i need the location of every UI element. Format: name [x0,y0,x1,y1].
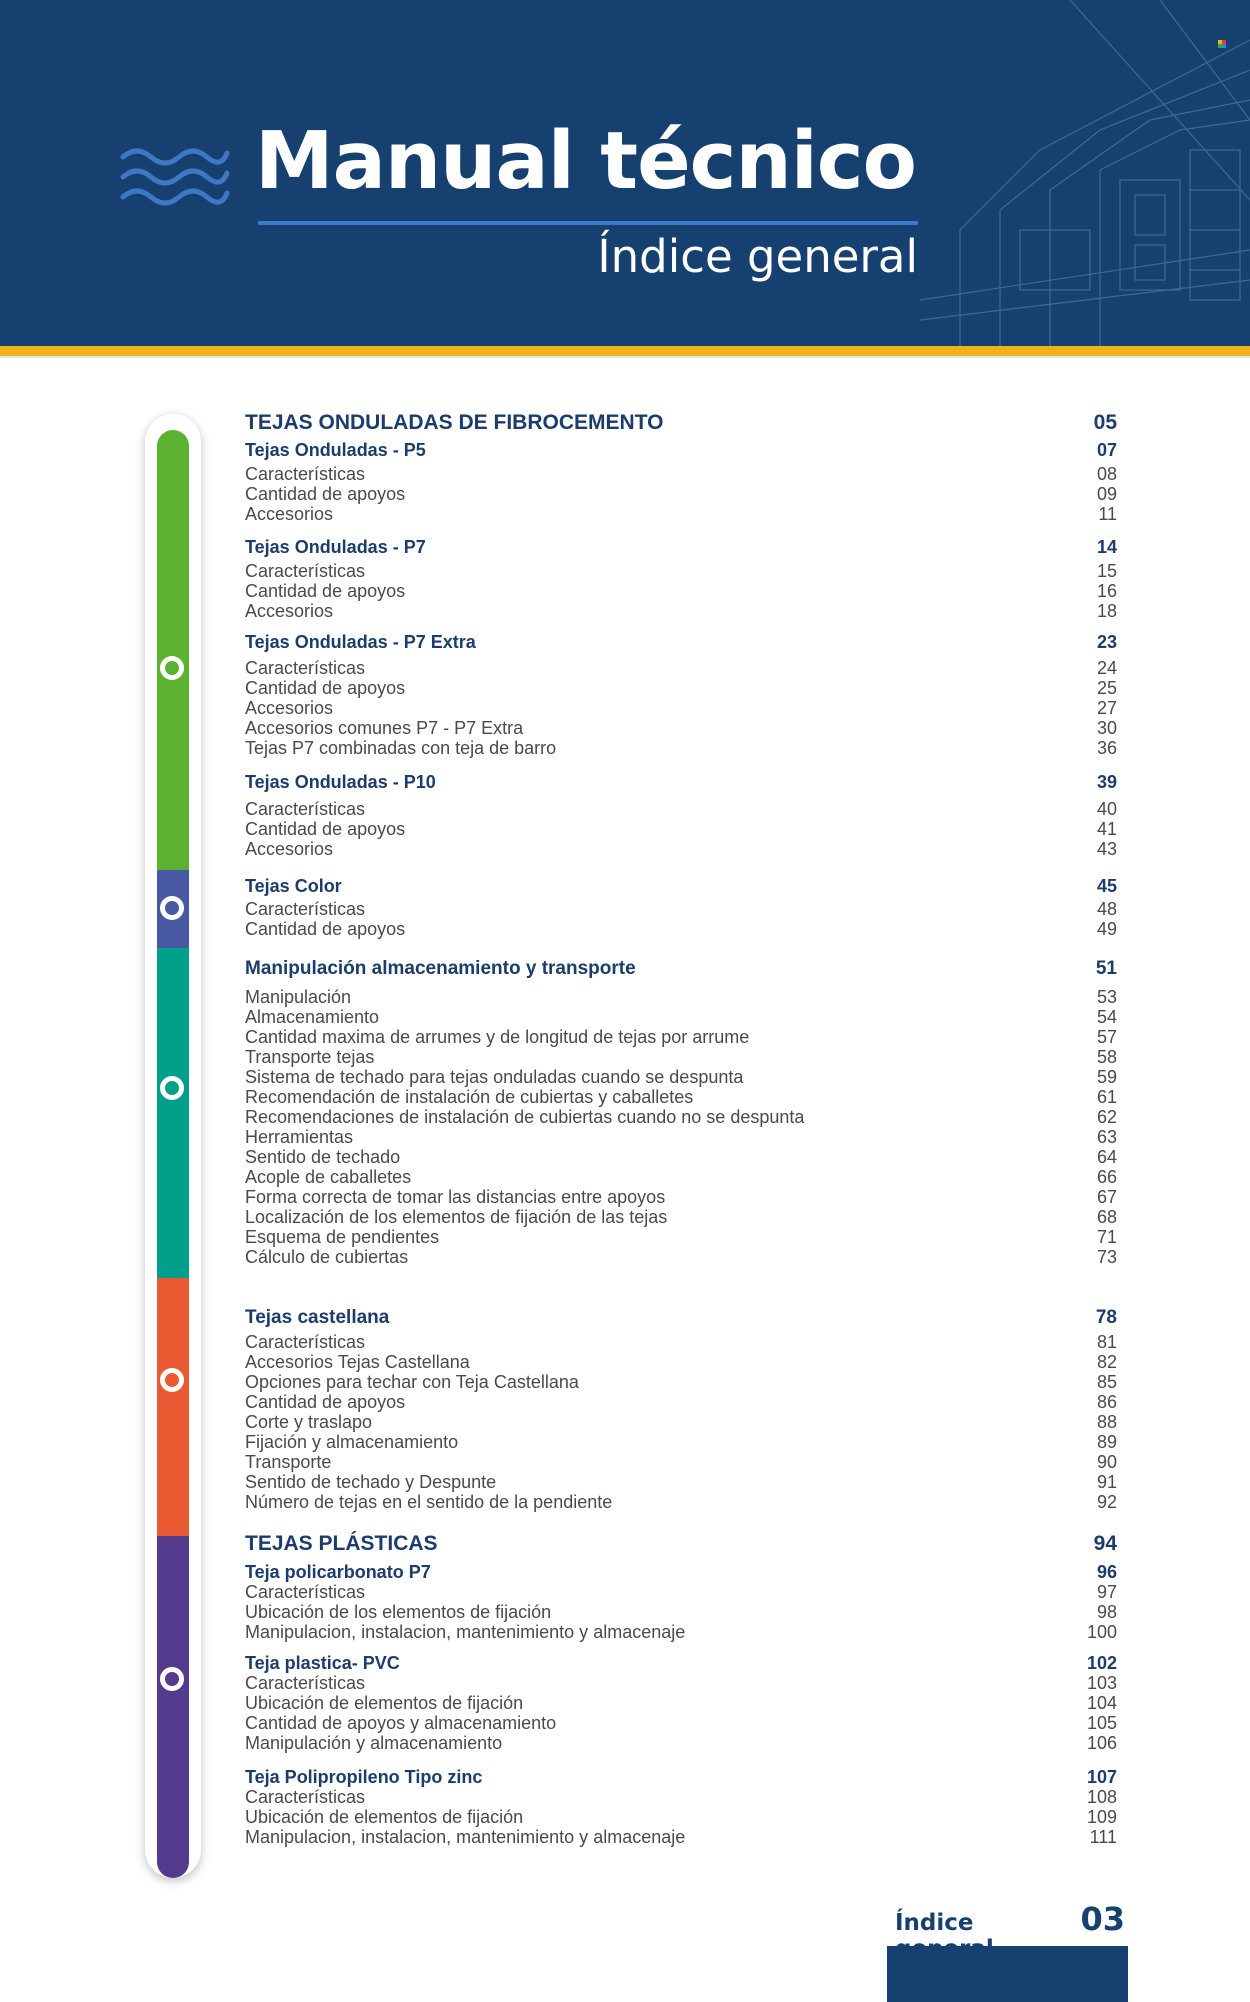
toc-page-number: 08 [1096,464,1117,484]
page-number: 03 [1080,1900,1125,1938]
toc-page-number: 67 [1096,1187,1117,1207]
toc-entry[interactable] [245,1492,1117,1512]
page-title: Manual técnico [255,115,916,207]
toc-page-number: 40 [1096,799,1117,819]
toc-page-number: 90 [1096,1452,1117,1472]
toc-subsection-heading[interactable] [245,876,1117,896]
toc-entry[interactable] [245,1187,1117,1207]
toc-subsection-title: Tejas Onduladas - P10 [245,772,436,792]
toc-entry[interactable] [245,1452,1117,1472]
toc-entry[interactable] [245,718,1117,738]
toc-page-number: 92 [1096,1492,1117,1512]
toc-page-number: 58 [1096,1047,1117,1067]
toc-entry-label: Herramientas [245,1127,354,1147]
toc-page-number: 104 [1086,1693,1117,1713]
toc-subsection-title: Teja Polipropileno Tipo zinc [245,1767,483,1787]
toc-page-number: 25 [1096,678,1117,698]
toc-entry-label: Cantidad de apoyos [245,678,406,698]
toc-subsection-title: Teja plastica- PVC [245,1653,400,1673]
toc-entry-label: Características [245,1673,366,1693]
toc-entry-label: Cálculo de cubiertas [245,1247,409,1267]
toc-entry-label: Accesorios Tejas Castellana [245,1352,470,1372]
toc-page-number: 86 [1096,1392,1117,1412]
toc-page-number: 63 [1096,1127,1117,1147]
toc-entry[interactable] [245,1207,1117,1227]
toc-page-number: 51 [1095,958,1117,979]
toc-entry[interactable] [245,899,1117,919]
toc-page-number: 71 [1096,1227,1117,1247]
toc-subsection-heading[interactable] [245,772,1117,792]
toc-page-number: 89 [1096,1432,1117,1452]
toc-entry-label: Fijación y almacenamiento [245,1432,459,1452]
toc-entry-label: Manipulacion, instalacion, mantenimiento y almacenaje [245,1622,686,1642]
toc-entry[interactable] [245,1412,1117,1432]
toc-entry[interactable] [245,1582,1117,1602]
toc-page-number: 59 [1096,1067,1117,1087]
toc-page-number: 05 [1093,411,1117,434]
toc-page-number: 98 [1096,1602,1117,1622]
toc-entry[interactable] [245,1827,1117,1847]
toc-entry[interactable] [245,561,1117,581]
toc-entry-label: Transporte [245,1452,332,1472]
toc-entry-label: Transporte tejas [245,1047,375,1067]
toc-entry[interactable] [245,987,1117,1007]
toc-entry[interactable] [245,1087,1117,1107]
toc-entry-label: Número de tejas en el sentido de la pendiente [245,1492,613,1512]
toc-entry-label: Características [245,561,366,581]
toc-section-heading[interactable] [245,1532,1117,1556]
toc-entry-label: Características [245,899,366,919]
toc-page-number: 14 [1096,537,1117,557]
toc-entry-label: Manipulación y almacenamiento [245,1733,503,1753]
toc-entry[interactable] [245,1127,1117,1147]
toc-entry-label: Ubicación de los elementos de fijación [245,1602,552,1622]
toc-page-number: 15 [1096,561,1117,581]
toc-page-number: 66 [1096,1167,1117,1187]
toc-entry[interactable] [245,1332,1117,1352]
toc-page-number: 107 [1086,1767,1117,1787]
toc-page-number: 16 [1096,581,1117,601]
toc-page-number: 108 [1086,1787,1117,1807]
toc-entry-label: Características [245,1582,366,1602]
toc-entry[interactable] [245,919,1117,939]
toc-page-number: 27 [1096,698,1117,718]
toc-subsection-title: Tejas castellana [245,1307,390,1328]
toc-entry-label: Características [245,799,366,819]
toc-page-number: 78 [1095,1307,1117,1328]
toc-entry-label: Ubicación de elementos de fijación [245,1693,524,1713]
toc-entry[interactable] [245,581,1117,601]
toc-entry-label: Características [245,658,366,678]
toc-page-number: 18 [1096,601,1117,621]
toc-section-title: TEJAS PLÁSTICAS [245,1532,438,1555]
toc-entry-label: Opciones para techar con Teja Castellana [245,1372,579,1392]
toc-entry[interactable] [245,1392,1117,1412]
toc-page-number: 54 [1096,1007,1117,1027]
page-subtitle: Índice general [597,230,918,283]
toc-page-number: 39 [1096,772,1117,792]
toc-entry[interactable] [245,1007,1117,1027]
toc-page-number: 111 [1089,1827,1117,1847]
toc-entry[interactable] [245,1673,1117,1693]
toc-page-number: 48 [1096,899,1117,919]
toc-entry-label: Ubicación de elementos de fijación [245,1807,524,1827]
toc-page-number: 96 [1096,1562,1117,1582]
toc-entry-label: Características [245,1787,366,1807]
toc-entry[interactable] [245,1167,1117,1187]
toc-entry-label: Forma correcta de tomar las distancias entre apoyos [245,1187,666,1207]
toc-entry[interactable] [245,1622,1117,1642]
toc-entry-label: Acople de caballetes [245,1167,412,1187]
toc-page-number: 100 [1086,1622,1117,1642]
toc-page-number: 106 [1086,1733,1117,1753]
toc-entry[interactable] [245,504,1117,524]
toc-entry[interactable] [245,1693,1117,1713]
toc-page-number: 85 [1096,1372,1117,1392]
toc-entry[interactable] [245,1147,1117,1167]
toc-page-number: 82 [1096,1352,1117,1372]
toc-page-number: 109 [1086,1807,1117,1827]
toc-page-number: 43 [1096,839,1117,859]
toc-entry[interactable] [245,1027,1117,1047]
toc-entry[interactable] [245,601,1117,621]
toc-entry-label: Corte y traslapo [245,1412,373,1432]
toc-page-number: 36 [1096,738,1117,758]
toc-page-number: 61 [1096,1087,1117,1107]
toc-entry-label: Manipulacion, instalacion, mantenimiento y almacenaje [245,1827,686,1847]
toc-entry-label: Sentido de techado y Despunte [245,1472,497,1492]
toc-entry-label: Características [245,1332,366,1352]
toc-subsection-title: Tejas Color [245,876,342,896]
toc-page-number: 45 [1096,876,1117,896]
toc-entry-label: Cantidad de apoyos [245,484,406,504]
toc-subsection-heading[interactable] [245,1308,1117,1328]
toc-entry[interactable] [245,1713,1117,1733]
toc-entry-label: Esquema de pendientes [245,1227,440,1247]
toc-entry[interactable] [245,1247,1117,1267]
toc-page-number: 64 [1096,1147,1117,1167]
toc-subsection-title: Tejas Onduladas - P7 Extra [245,632,476,652]
toc-entry[interactable] [245,658,1117,678]
toc-entry-label: Cantidad de apoyos [245,581,406,601]
toc-page-number: 94 [1093,1532,1117,1555]
toc-entry-label: Accesorios comunes P7 - P7 Extra [245,718,524,738]
toc-entry[interactable] [245,698,1117,718]
toc-entry[interactable] [245,484,1117,504]
toc-page-number: 73 [1096,1247,1117,1267]
footer-label: Índice [895,1910,974,1936]
toc-entry[interactable] [245,464,1117,484]
toc-entry-label: Cantidad de apoyos y almacenamiento [245,1713,557,1733]
toc-entry[interactable] [245,1807,1117,1827]
toc-entry-label: Accesorios [245,601,334,621]
toc-page-number: 102 [1086,1653,1117,1673]
toc-page-number: 68 [1096,1207,1117,1227]
toc-subsection-title: Tejas Onduladas - P7 [245,537,426,557]
toc-entry[interactable] [245,1432,1117,1452]
toc-page-number: 103 [1086,1673,1117,1693]
toc-entry[interactable] [245,1787,1117,1807]
toc-page-number: 97 [1096,1582,1117,1602]
toc-entry-label: Almacenamiento [245,1007,380,1027]
toc-entry[interactable] [245,839,1117,859]
toc-entry[interactable] [245,1227,1117,1247]
toc-subsection-heading[interactable] [245,632,1117,652]
toc-page-number: 57 [1096,1027,1117,1047]
toc-entry-label: Cantidad maxima de arrumes y de longitud de tejas por arrume [245,1027,750,1047]
toc-entry-label: Tejas P7 combinadas con teja de barro [245,738,557,758]
toc-entry-label: Accesorios [245,698,334,718]
toc-subsection-heading[interactable] [245,959,1117,979]
toc-subsection-heading[interactable] [245,537,1117,557]
toc-entry[interactable] [245,1602,1117,1622]
toc-entry-label: Sistema de techado para tejas onduladas cuando se despunta [245,1067,744,1087]
toc-page-number: 49 [1096,919,1117,939]
toc-entry-label: Cantidad de apoyos [245,1392,406,1412]
toc-page-number: 07 [1096,440,1117,460]
toc-entry[interactable] [245,1352,1117,1372]
toc-entry-label: Accesorios [245,839,334,859]
toc-entry-label: Características [245,464,366,484]
toc-entry[interactable] [245,1107,1117,1127]
toc-entry[interactable] [245,1472,1117,1492]
toc-entry[interactable] [245,678,1117,698]
toc-page-number: 30 [1096,718,1117,738]
toc-section-title: TEJAS ONDULADAS DE FIBROCEMENTO [245,411,664,434]
toc-entry-label: Accesorios [245,504,334,524]
toc-entry[interactable] [245,799,1117,819]
toc-subsection-heading[interactable] [245,440,1117,460]
toc-page-number: 88 [1096,1412,1117,1432]
toc-page-number: 91 [1096,1472,1117,1492]
footer-bar [887,1946,1128,2002]
toc-entry[interactable] [245,738,1117,758]
toc-page-number: 41 [1096,819,1117,839]
toc-entry-label: Manipulación [245,987,352,1007]
toc-subsection-title: Tejas Onduladas - P5 [245,440,426,460]
toc-subsection-heading[interactable] [245,1562,1117,1582]
toc-subsection-heading[interactable] [245,1767,1117,1787]
toc-page-number: 24 [1096,658,1117,678]
toc-entry[interactable] [245,1067,1117,1087]
toc-entry[interactable] [245,1733,1117,1753]
toc-page-number: 53 [1096,987,1117,1007]
toc-entry-label: Cantidad de apoyos [245,919,406,939]
toc-entry-label: Sentido de techado [245,1147,401,1167]
toc-page-number: 23 [1096,632,1117,652]
toc-section-heading[interactable] [245,411,1117,435]
toc-page-number: 62 [1096,1107,1117,1127]
toc-subsection-title: Teja policarbonato P7 [245,1562,431,1582]
toc-page-number: 09 [1096,484,1117,504]
toc-entry[interactable] [245,819,1117,839]
toc-entry[interactable] [245,1047,1117,1067]
toc-page-number: 81 [1096,1332,1117,1352]
toc-entry-label: Recomendación de instalación de cubiertas y caballetes [245,1087,694,1107]
toc-entry-label: Cantidad de apoyos [245,819,406,839]
toc-page-number: 11 [1098,504,1117,524]
toc-subsection-title: Manipulación almacenamiento y transporte [245,958,636,979]
toc-entry-label: Localización de los elementos de fijación de las tejas [245,1207,668,1227]
toc-page-number: 105 [1086,1713,1117,1733]
toc-entry[interactable] [245,1372,1117,1392]
toc-entry-label: Recomendaciones de instalación de cubiertas cuando no se despunta [245,1107,805,1127]
toc-subsection-heading[interactable] [245,1653,1117,1673]
